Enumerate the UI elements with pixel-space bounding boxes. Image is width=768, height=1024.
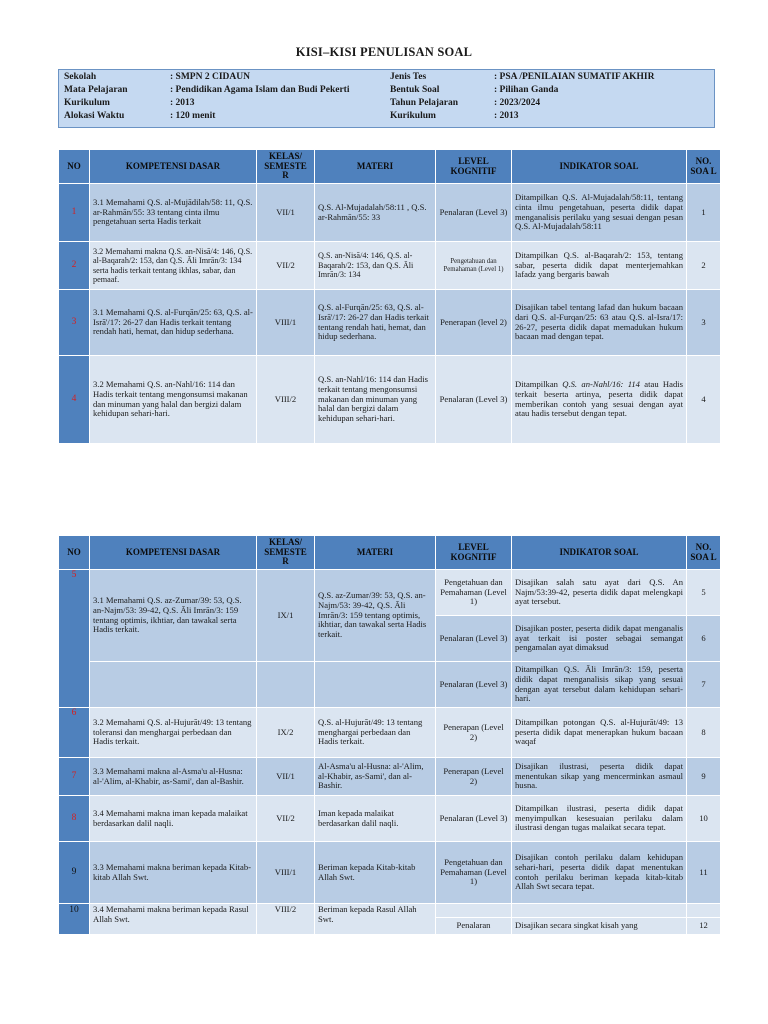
materi-cell: Q.S. az-Zumar/39: 53, Q.S. an-Najm/53: 39-42, Q.S. Āli Imrān/3: 159 tentang optimis, ikhtiar, dan tawakal serta Hadis terkait. (315, 570, 436, 662)
materi-cell: Q.S. al-Hujurāt/49: 13 tentang menghargai perbedaan dan Hadis terkait. (315, 708, 436, 758)
row-number: 5 (59, 570, 90, 708)
kelas-cell: VII/1 (257, 758, 315, 796)
no-soal-cell: 10 (687, 796, 721, 842)
materi-cell: Q.S. Al-Mujadalah/58:11 , Q.S. ar-Rahmān/55: 33 (315, 184, 436, 242)
table-row (59, 242, 721, 290)
table-row (59, 662, 721, 708)
no-soal-cell: 3 (687, 290, 721, 356)
header-no: NO (59, 150, 90, 184)
kelas-cell: VIII/2 (257, 356, 315, 444)
document-title: KISI–KISI PENULISAN SOAL (295, 45, 473, 59)
level-cell: Penalaran (436, 918, 512, 935)
no-soal-cell: 6 (687, 616, 721, 662)
no-soal-cell: 7 (687, 662, 721, 708)
row-number: 6 (59, 708, 90, 758)
indikator-cell: Disajikan ilustrasi, peserta didik dapat menentukan sikap yang mencerminkan asmaul husna. (512, 758, 687, 796)
header-no: NO (59, 536, 90, 570)
level-cell: Penerapan (level 2) (436, 290, 512, 356)
level-cell: Penerapan (Level 2) (436, 708, 512, 758)
table-row (59, 356, 721, 444)
no-soal-cell: 8 (687, 708, 721, 758)
no-soal-cell: 2 (687, 242, 721, 290)
identity-box: Sekolah : SMPN 2 CIDAUN Mata Pelajaran : Pendidikan Agama Islam dan Budi Pekerti Kurikulum : 2013 Alokasi Waktu : 120 menit Jenis Tes : PSA /PENILAIAN SUMATIF AKHIR Bentuk Soal : Pilihan Ganda Tahun Pelajaran : 2023/2024 Kurikulum : 2013 (58, 69, 715, 128)
kompetensi-dasar-cell: 3.2 Memahami Q.S. al-Hujurāt/49: 13 tentang toleransi dan menghargai perbedaan dan Hadis terkait. (90, 708, 257, 758)
header-no-soal: NO. SOA L (687, 150, 721, 184)
empty-cell (90, 662, 257, 708)
kelas-cell: IX/1 (257, 570, 315, 662)
row-number: 7 (59, 758, 90, 796)
row-number: 2 (59, 242, 90, 290)
level-cell: Pengetahuan dan Pemahaman (Level 1) (436, 570, 512, 616)
materi-cell: Iman kepada malaikat berdasarkan dalil naqli. (315, 796, 436, 842)
no-soal-cell: 9 (687, 758, 721, 796)
level-cell: Pengetahuan dan Pemahaman (Level 1) (436, 242, 512, 290)
materi-cell: Q.S. an-Nahl/16: 114 dan Hadis terkait tentang mengonsumsi makanan dan minuman yang halal dan bergizi dalam kehidupan sehari-hari. (315, 356, 436, 444)
no-soal-cell: 11 (687, 842, 721, 904)
header-kompetensi-dasar: KOMPETENSI DASAR (90, 150, 257, 184)
indikator-cell: Disajikan secara singkat kisah yang (512, 918, 687, 935)
level-cell: Penerapan (Level 2) (436, 758, 512, 796)
kompetensi-dasar-cell: 3.1 Memahami Q.S. al-Furqān/25: 63, Q.S. al-Isrā'/17: 26-27 dan Hadis terkait tentang rendah hati, hemat, dan hidup sederhana. (90, 290, 257, 356)
indikator-cell: Disajikan contoh perilaku dalam kehidupan sehari-hari, peserta didik dapat menentukan contoh perilaku beriman kepada kitab-kitab Allah Swt secara tepat. (512, 842, 687, 904)
no-soal-cell: 12 (687, 918, 721, 935)
empty-cell (687, 904, 721, 918)
quran-reference: Q.S. an-Nahl/16: 114 (562, 378, 640, 389)
header-level-kognitif: LEVEL KOGNITIF (436, 536, 512, 570)
header-no-soal: NO. SOA L (687, 536, 721, 570)
indikator-cell: Disajikan poster, peserta didik dapat menganalis ayat terkait isi poster sebagai semangat pengamalan ayat dimaksud (512, 616, 687, 662)
kompetensi-dasar-cell: 3.1 Memahami Q.S. az-Zumar/39: 53, Q.S. an-Najm/53: 39-42, Q.S. Āli Imrān/3: 159 tentang optimis, ikhtiar, dan tawakal serta Hadis terkait. (90, 570, 257, 662)
blueprint-table-2 (58, 535, 721, 935)
row-number: 8 (59, 796, 90, 842)
table-row (59, 184, 721, 242)
kelas-cell: VIII/1 (257, 842, 315, 904)
row-number: 10 (59, 904, 90, 935)
empty-cell (257, 662, 315, 708)
kelas-cell: IX/2 (257, 708, 315, 758)
kompetensi-dasar-cell: 3.1 Memahami Q.S. al-Mujādilah/58: 11, Q.S. ar-Rahmān/55: 33 tentang cinta ilmu pengetahuan serta Hadis terkait (90, 184, 257, 242)
kelas-cell: VII/1 (257, 184, 315, 242)
table-row (59, 904, 721, 918)
header-kompetensi-dasar: KOMPETENSI DASAR (90, 536, 257, 570)
row-number: 4 (59, 356, 90, 444)
materi-cell: Beriman kepada Rasul Allah Swt. (315, 904, 436, 935)
kelas-cell: VII/2 (257, 242, 315, 290)
materi-cell: Q.S. al-Furqān/25: 63, Q.S. al-Isrā'/17: 26-27 dan Hadis terkait tentang rendah hati, hemat, dan hidup sederhana. (315, 290, 436, 356)
empty-cell (315, 662, 436, 708)
level-cell: Penalaran (Level 3) (436, 356, 512, 444)
materi-cell: Beriman kepada Kitab-kitab Allah Swt. (315, 842, 436, 904)
level-cell: Penalaran (Level 3) (436, 184, 512, 242)
level-cell: Pengetahuan dan Pemahaman (Level 1) (436, 842, 512, 904)
kompetensi-dasar-cell: 3.2 Memahami Q.S. an-Nahl/16: 114 dan Hadis terkait tentang mengonsumsi makanan dan minuman yang halal dan bergizi dalam kehidupan sehari-hari. (90, 356, 257, 444)
level-cell: Penalaran (Level 3) (436, 662, 512, 708)
table-row (59, 708, 721, 758)
indikator-cell: Ditampilkan ilustrasi, peserta didik dapat menyimpulkan kesesuaian perilaku dalam ilustrasi dengan tugas malaikat secara tepat. (512, 796, 687, 842)
header-materi: MATERI (315, 150, 436, 184)
table-row (59, 570, 721, 616)
indikator-cell: Ditampilkan Q.S. Al-Mujadalah/58:11, tentang cinta ilmu pengetahuan, peserta didik dapat menganalisis perilaku yang sesuai dengan pesan Q.S. Al-Mujadalah/58:11 (512, 184, 687, 242)
indikator-cell: Ditampilkan potongan Q.S. al-Hujurāt/49: 13 peserta didik dapat menerapkan hukum bacaan waqaf (512, 708, 687, 758)
table-header-row (59, 150, 721, 184)
row-number: 1 (59, 184, 90, 242)
indikator-cell: Ditampilkan Q.S. al-Baqarah/2: 153, tentang sabar, peserta didik dapat menterjemahkan lafadz yang bergaris bawah (512, 242, 687, 290)
indikator-cell: Ditampilkan Q.S. Āli Imrān/3: 159, peserta didik dapat menganalisis sikap yang sesuai dengan ayat tersebut dalam kehidupan sehari-hari. (512, 662, 687, 708)
table-row (59, 796, 721, 842)
table-row (59, 758, 721, 796)
no-soal-cell: 5 (687, 570, 721, 616)
kompetensi-dasar-cell: 3.2 Memahami makna Q.S. an-Nisā/4: 146, Q.S. al-Baqarah/2: 153, dan Q.S. Āli Imrān/3: 134 serta hadis terkait tentang ikhlas, sabar, dan pemaaf. (90, 242, 257, 290)
indikator-cell: Ditampilkan Q.S. an-Nahl/16: 114 atau Hadis terkait beserta artinya, peserta didik dapat memberikan contoh yang sesuai dengan ayat atau hadis tersebut dengan tepat. (512, 356, 687, 444)
row-number: 3 (59, 290, 90, 356)
kelas-cell: VIII/2 (257, 904, 315, 935)
table-row (59, 290, 721, 356)
kompetensi-dasar-cell: 3.4 Memahami makna beriman kepada Rasul Allah Swt. (90, 904, 257, 935)
blueprint-table-1 (58, 149, 721, 444)
kelas-cell: VIII/1 (257, 290, 315, 356)
no-soal-cell: 4 (687, 356, 721, 444)
table-header-row (59, 536, 721, 570)
header-indikator-soal: INDIKATOR SOAL (512, 536, 687, 570)
header-materi: MATERI (315, 536, 436, 570)
header-indikator-soal: INDIKATOR SOAL (512, 150, 687, 184)
indikator-cell: Disajikan salah satu ayat dari Q.S. An Najm/53:39-42, peserta didik dapat melengkapi ayat tersebut. (512, 570, 687, 616)
materi-cell: Q.S. an-Nisā/4: 146, Q.S. al-Baqarah/2: 153, dan Q.S. Āli Imrān/3: 134 (315, 242, 436, 290)
kelas-cell: VII/2 (257, 796, 315, 842)
level-cell: Penalaran (Level 3) (436, 796, 512, 842)
empty-cell (512, 904, 687, 918)
header-kelas-semester: KELAS/ SEMESTE R (257, 536, 315, 570)
level-cell: Penalaran (Level 3) (436, 616, 512, 662)
kompetensi-dasar-cell: 3.3 Memahami makna al-Asma'u al-Husna: al-'Alim, al-Khabir, as-Sami', dan al-Bashir. (90, 758, 257, 796)
empty-cell (436, 904, 512, 918)
indikator-cell: Disajikan tabel tentang lafad dan hukum bacaan dari Q.S. al-Furqan/25: 63 atau Q.S. al-Isra/17: 26-27, peserta didik dapat memadukan hukum bacaan mad dengan tepat. (512, 290, 687, 356)
table-row (59, 842, 721, 904)
materi-cell: Al-Asma'u al-Husna: al-'Alim, al-Khabir, as-Sami', dan al-Bashir. (315, 758, 436, 796)
header-kelas-semester: KELAS/ SEMESTE R (257, 150, 315, 184)
header-level-kognitif: LEVEL KOGNITIF (436, 150, 512, 184)
no-soal-cell: 1 (687, 184, 721, 242)
kompetensi-dasar-cell: 3.3 Memahami makna beriman kepada Kitab-kitab Allah Swt. (90, 842, 257, 904)
row-number: 9 (59, 842, 90, 904)
kompetensi-dasar-cell: 3.4 Memahami makna iman kepada malaikat berdasarkan dalil naqli. (90, 796, 257, 842)
